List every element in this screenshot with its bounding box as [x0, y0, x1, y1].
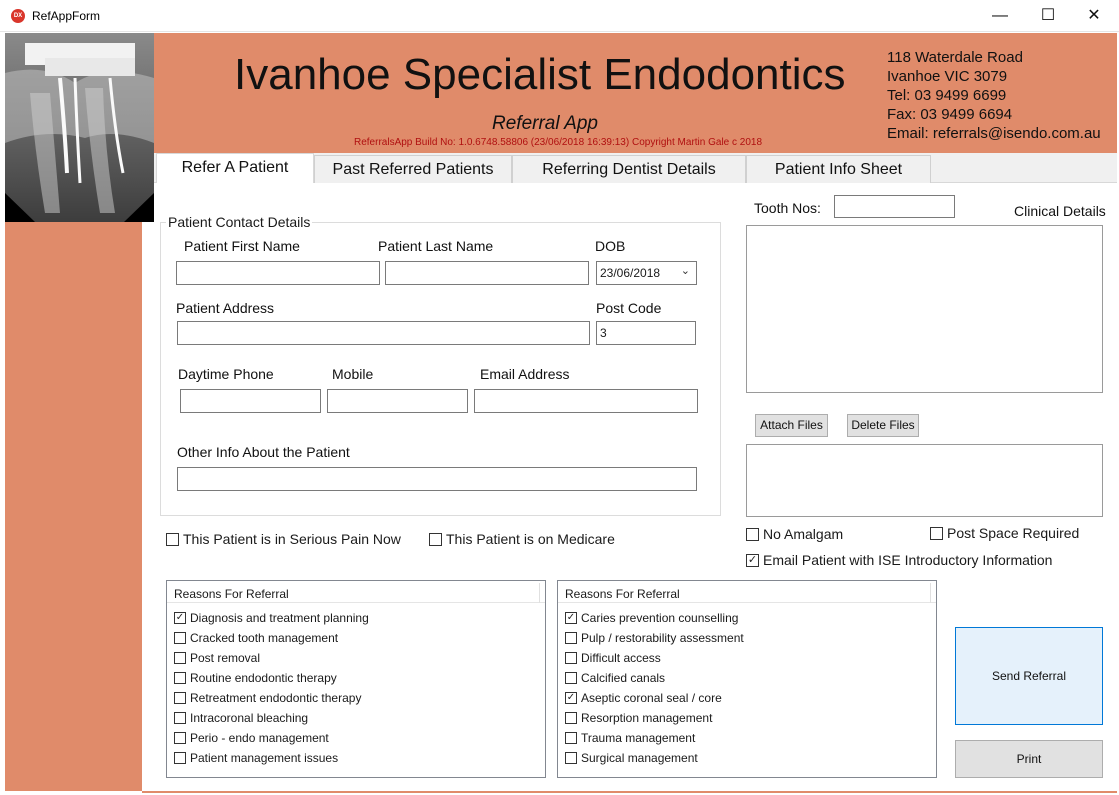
- reason-label: Intracoronal bleaching: [190, 711, 309, 725]
- reason-item[interactable]: [565, 691, 722, 705]
- other-info-label: Other Info About the Patient: [177, 444, 350, 460]
- minimize-button[interactable]: —: [992, 7, 1008, 24]
- tab-referring-dentist-details[interactable]: Referring Dentist Details: [512, 155, 746, 183]
- reason-item[interactable]: [174, 671, 337, 685]
- checkbox-box[interactable]: [565, 672, 577, 684]
- checkbox-box[interactable]: [565, 752, 577, 764]
- reason-label: Calcified canals: [581, 671, 666, 685]
- reason-item[interactable]: [565, 631, 744, 645]
- reason-item[interactable]: [174, 631, 338, 645]
- practice-address: [887, 48, 1101, 143]
- attach-files-button[interactable]: Attach Files: [755, 414, 828, 437]
- phone-line: Tel: 03 9499 6699: [887, 87, 1007, 104]
- medicare-checkbox[interactable]: [429, 531, 615, 547]
- checkmark-icon[interactable]: ✓: [566, 692, 576, 703]
- reason-item[interactable]: [565, 711, 712, 725]
- reason-label: Patient management issues: [190, 751, 339, 765]
- no-amalgam-checkbox[interactable]: [746, 526, 843, 542]
- tab-patient-info-sheet[interactable]: Patient Info Sheet: [746, 155, 931, 183]
- postcode-field[interactable]: 3: [596, 321, 696, 345]
- first-name-field[interactable]: [176, 261, 380, 285]
- fax-line: Fax: 03 9499 6694: [887, 106, 1013, 123]
- reason-label: Difficult access: [581, 651, 661, 665]
- last-name-field[interactable]: [385, 261, 589, 285]
- post-space-label: Post Space Required: [947, 525, 1080, 541]
- tooth-nos-label: Tooth Nos:: [754, 200, 821, 216]
- checkbox-box[interactable]: [174, 692, 186, 704]
- reason-label: Cracked tooth management: [190, 631, 339, 645]
- checkmark-icon[interactable]: ✓: [175, 612, 185, 623]
- reason-label: Diagnosis and treatment planning: [190, 611, 369, 625]
- delete-files-button[interactable]: Delete Files: [847, 414, 919, 437]
- reason-item[interactable]: [174, 731, 329, 745]
- checkmark-icon[interactable]: ✓: [747, 553, 758, 566]
- xray-image: [5, 33, 154, 222]
- email-patient-label: Email Patient with ISE Introductory Information: [763, 552, 1053, 568]
- reason-item[interactable]: [174, 651, 260, 665]
- serious-pain-label: This Patient is in Serious Pain Now: [183, 531, 401, 547]
- tab-bar: [154, 153, 1117, 183]
- dob-picker[interactable]: [596, 261, 697, 285]
- last-name-label: Patient Last Name: [378, 238, 494, 254]
- send-referral-button[interactable]: Send Referral: [955, 627, 1103, 725]
- practice-name: Ivanhoe Specialist Endodontics: [234, 50, 846, 99]
- checkbox-box[interactable]: [746, 528, 759, 541]
- checkmark-icon[interactable]: ✓: [566, 612, 576, 623]
- mobile-field[interactable]: [327, 389, 468, 413]
- address-line: Ivanhoe VIC 3079: [887, 68, 1008, 85]
- app-subtitle: Referral App: [492, 113, 598, 134]
- reason-label: Resorption management: [581, 711, 713, 725]
- tooth-nos-field[interactable]: [834, 195, 955, 218]
- reason-item[interactable]: [174, 691, 361, 705]
- first-name-label: Patient First Name: [184, 238, 300, 254]
- build-info: ReferralsApp Build No: 1.0.6748.58806 (23/06/2018 16:39:13) Copyright Martin Gale c 2018: [354, 137, 763, 148]
- bottom-brand-border: [142, 791, 1117, 793]
- tab-refer-a-patient[interactable]: Refer A Patient: [156, 153, 314, 184]
- reason-label: Trauma management: [581, 731, 696, 745]
- reason-label: Routine endodontic therapy: [190, 671, 337, 685]
- reason-item[interactable]: [565, 611, 738, 625]
- daytime-phone-field[interactable]: [180, 389, 321, 413]
- post-space-checkbox[interactable]: [930, 525, 1079, 541]
- email-field[interactable]: [474, 389, 698, 413]
- mobile-label: Mobile: [332, 366, 374, 382]
- reason-label: Pulp / restorability assessment: [581, 631, 744, 645]
- email-label: Email Address: [480, 366, 570, 382]
- attached-files-list[interactable]: [746, 444, 1103, 517]
- address-label: Patient Address: [176, 300, 275, 316]
- checkbox-box[interactable]: [174, 752, 186, 764]
- close-button[interactable]: ✕: [1087, 7, 1101, 24]
- chevron-down-icon[interactable]: ⌄: [680, 265, 690, 277]
- checkbox-box[interactable]: [565, 712, 577, 724]
- reasons-list-right[interactable]: [557, 580, 937, 778]
- address-line: 118 Waterdale Road: [887, 49, 1023, 66]
- reasons-list-header: [558, 581, 936, 603]
- clinical-details-label: Clinical Details: [1014, 203, 1106, 219]
- reasons-header-label: Reasons For Referral: [174, 587, 289, 601]
- medicare-label: This Patient is on Medicare: [446, 531, 615, 547]
- other-info-field[interactable]: [177, 467, 697, 491]
- reason-item[interactable]: [565, 731, 695, 745]
- checkbox-box[interactable]: [565, 652, 577, 664]
- dob-label: DOB: [595, 238, 626, 254]
- checkbox-box[interactable]: [174, 652, 186, 664]
- address-field[interactable]: [177, 321, 590, 345]
- reason-item[interactable]: [565, 671, 665, 685]
- app-icon: DX: [11, 9, 25, 23]
- serious-pain-checkbox[interactable]: [166, 531, 401, 547]
- tab-past-referred-patients[interactable]: Past Referred Patients: [314, 155, 512, 183]
- patient-contact-group-label: Patient Contact Details: [168, 214, 311, 230]
- column-divider: [930, 583, 931, 603]
- reason-item[interactable]: [565, 751, 698, 765]
- checkbox-box[interactable]: [930, 527, 943, 540]
- reason-label: Perio - endo management: [190, 731, 329, 745]
- checkbox-box[interactable]: [429, 533, 442, 546]
- column-divider: [539, 583, 540, 603]
- reason-item[interactable]: [565, 651, 661, 665]
- reason-label: Aseptic coronal seal / core: [581, 691, 722, 705]
- checkbox-box[interactable]: [174, 732, 186, 744]
- checkbox-box[interactable]: [565, 632, 577, 644]
- header-banner: [154, 33, 1117, 153]
- reasons-list-left[interactable]: [166, 580, 546, 778]
- reason-label: Retreatment endodontic therapy: [190, 691, 362, 705]
- dob-value: 23/06/2018: [600, 266, 661, 280]
- reason-item[interactable]: [174, 711, 308, 725]
- window-title: RefAppForm: [32, 9, 101, 23]
- maximize-button[interactable]: ☐: [1040, 7, 1056, 24]
- email-patient-checkbox[interactable]: [746, 552, 1052, 568]
- checkbox-box[interactable]: [174, 632, 186, 644]
- print-button[interactable]: Print: [955, 740, 1103, 778]
- no-amalgam-label: No Amalgam: [763, 526, 844, 542]
- email-line: Email: referrals@isendo.com.au: [887, 125, 1101, 142]
- reasons-header-label: Reasons For Referral: [565, 587, 680, 601]
- clinical-details-textarea[interactable]: [746, 225, 1103, 393]
- reason-item[interactable]: [174, 751, 338, 765]
- postcode-label: Post Code: [596, 300, 662, 316]
- title-bar: [0, 0, 1119, 32]
- reason-label: Surgical management: [581, 751, 698, 765]
- reason-label: Post removal: [190, 651, 261, 665]
- checkbox-box[interactable]: [174, 672, 186, 684]
- checkbox-box[interactable]: [166, 533, 179, 546]
- daytime-phone-label: Daytime Phone: [178, 366, 274, 382]
- reasons-list-header: [167, 581, 545, 603]
- reason-item[interactable]: [174, 611, 369, 625]
- reason-label: Caries prevention counselling: [581, 611, 739, 625]
- checkbox-box[interactable]: [565, 732, 577, 744]
- checkbox-box[interactable]: [174, 712, 186, 724]
